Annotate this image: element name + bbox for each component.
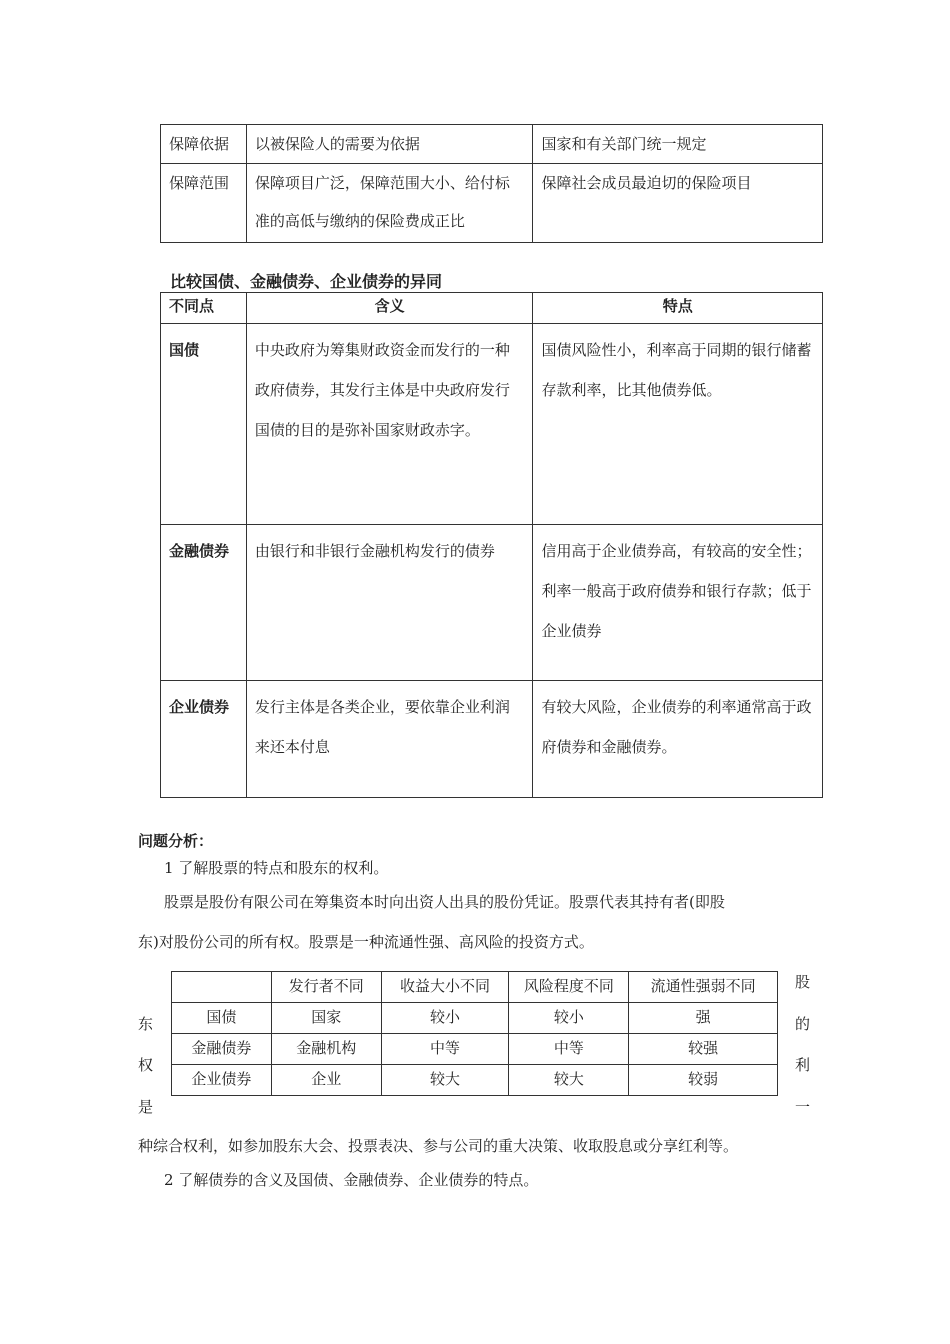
table-cell: 较大 — [381, 1065, 509, 1096]
table-cell: 国家 — [271, 1003, 381, 1034]
row-label: 国债 — [161, 324, 247, 525]
table-cell: 保障项目广泛，保障范围大小、给付标准的高低与缴纳的保险费成正比 — [246, 164, 533, 243]
table-cell: 较小 — [509, 1003, 629, 1034]
wrapped-char: 权 — [138, 1056, 154, 1074]
paragraph-line: 东)对股份公司的所有权。股票是一种流通性强、高风险的投资方式。 — [138, 933, 594, 951]
paragraph-line: 种综合权利，如参加股东大会、投票表决、参与公司的重大决策、收取股息或分享红利等。 — [138, 1137, 739, 1155]
table-header-row — [172, 972, 778, 1003]
analysis-item-1: 1 了解股票的特点和股东的权利。 — [164, 859, 389, 877]
table-cell: 保障社会成员最迫切的保险项目 — [533, 164, 823, 243]
wrapped-char: 一 — [795, 1098, 811, 1116]
row-label: 企业债券 — [161, 681, 247, 798]
table-row — [161, 164, 823, 243]
column-header: 不同点 — [161, 293, 247, 324]
column-header: 含义 — [246, 293, 533, 324]
table-row — [161, 525, 823, 681]
table-cell: 中央政府为筹集财政资金而发行的一种政府债券，其发行主体是中央政府发行国债的目的是弥补国家财政赤字。 — [246, 324, 533, 525]
row-label: 金融债券 — [172, 1034, 272, 1065]
analysis-item-2: 2 了解债券的含义及国债、金融债券、企业债券的特点。 — [164, 1171, 539, 1189]
row-label: 金融债券 — [161, 525, 247, 681]
wrapped-char: 东 — [138, 1015, 154, 1033]
wrapped-char: 是 — [138, 1098, 154, 1116]
column-header: 流通性强弱不同 — [629, 972, 778, 1003]
paragraph-line: 股票是股份有限公司在筹集资本时向出资人出具的股份凭证。股票代表其持有者(即股 — [164, 893, 725, 911]
row-label: 企业债券 — [172, 1065, 272, 1096]
bond-comparison-table — [160, 292, 823, 798]
table-cell: 信用高于企业债券高，有较高的安全性；利率一般高于政府债券和银行存款；低于企业债券 — [533, 525, 823, 681]
table-cell: 由银行和非银行金融机构发行的债券 — [246, 525, 533, 681]
wrapped-char: 利 — [795, 1056, 811, 1074]
column-header: 收益大小不同 — [381, 972, 509, 1003]
table-cell: 有较大风险，企业债券的利率通常高于政府债券和金融债券。 — [533, 681, 823, 798]
section-title: 比较国债、金融债券、企业债券的异同 — [170, 272, 443, 291]
table-row — [161, 681, 823, 798]
bond-features-table — [171, 971, 778, 1096]
table-cell: 发行主体是各类企业，要依靠企业利润来还本付息 — [246, 681, 533, 798]
table-row — [161, 324, 823, 525]
table-row — [172, 1034, 778, 1065]
analysis-title: 问题分析： — [138, 832, 214, 850]
table-row — [172, 1003, 778, 1034]
table-cell: 国家和有关部门统一规定 — [533, 125, 823, 164]
table-cell: 企业 — [271, 1065, 381, 1096]
column-header: 风险程度不同 — [509, 972, 629, 1003]
row-label: 国债 — [172, 1003, 272, 1034]
table-cell: 金融机构 — [271, 1034, 381, 1065]
table-cell: 以被保险人的需要为依据 — [246, 125, 533, 164]
insurance-comparison-table — [160, 124, 823, 243]
wrapped-char: 股 — [795, 973, 811, 991]
table-cell: 强 — [629, 1003, 778, 1034]
wrapped-char: 的 — [795, 1015, 811, 1033]
column-header: 特点 — [533, 293, 823, 324]
table-cell: 较大 — [509, 1065, 629, 1096]
row-label: 保障范围 — [161, 164, 247, 243]
table-row — [161, 125, 823, 164]
table-cell: 较小 — [381, 1003, 509, 1034]
table-cell: 国债风险性小，利率高于同期的银行储蓄存款利率，比其他债券低。 — [533, 324, 823, 525]
table-row — [172, 1065, 778, 1096]
table-header-row — [161, 293, 823, 324]
table-cell: 中等 — [381, 1034, 509, 1065]
table-cell: 较弱 — [629, 1065, 778, 1096]
row-label: 保障依据 — [161, 125, 247, 164]
table-cell: 较强 — [629, 1034, 778, 1065]
column-header — [172, 972, 272, 1003]
table-cell: 中等 — [509, 1034, 629, 1065]
column-header: 发行者不同 — [271, 972, 381, 1003]
